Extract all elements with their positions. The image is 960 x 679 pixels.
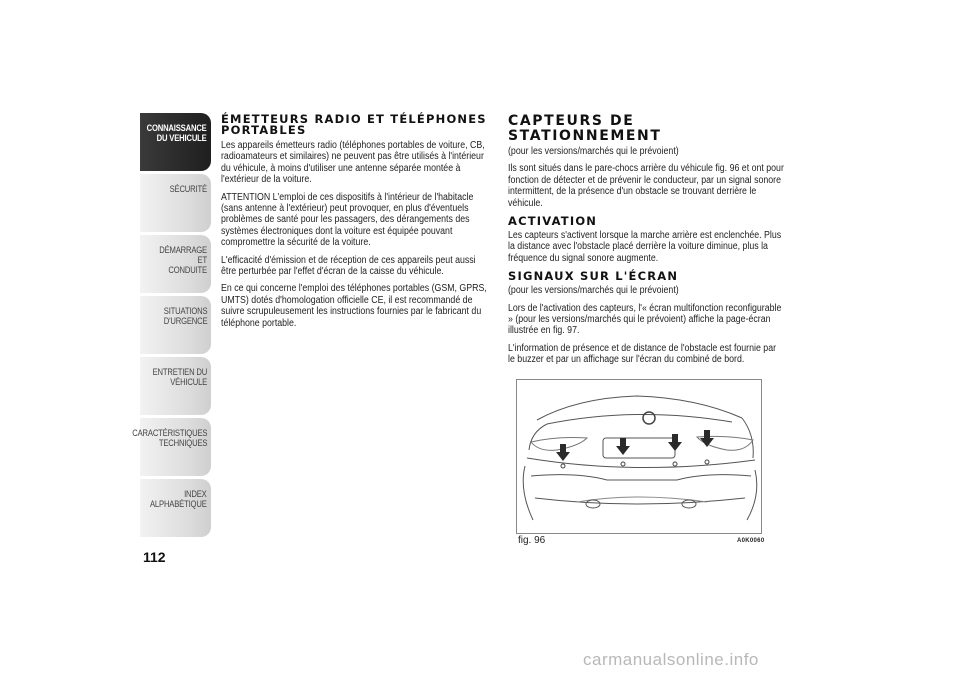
subtitle: (pour les versions/marchés qui le prévoient) [508,285,679,297]
paragraph: En ce qui concerne l'emploi des téléphones portables (GSM, GPRS, UMTS) dotés d'homologation officielle CE, il est recommandé de suivre scrupuleusement les instructions fournies par le fabricant du téléphone portable. [221,283,487,329]
paragraph: Ils sont situés dans le pare-chocs arrière du véhicule fig. 96 et ont pour fonction de détecter et de prévenir le conducteur, par un signal sonore intermittent, de la présence d'un obstacle se trouvant derrière le véhicule. [508,163,784,209]
paragraph: Les appareils émetteurs radio (téléphones portables de voiture, CB, radioamateurs et similaires) ne peuvent pas être utilisés à l'intérieur du véhicule, à moins d'utiliser une antenne séparée montée à l'extérieur de la voiture. [221,140,485,186]
paragraph: Les capteurs s'activent lorsque la marche arrière est enclenchée. Plus la distance avec l'obstacle placé derrière la voiture diminue, plus la fréquence du signal sonore augmente. [508,230,782,264]
subsection-title-activation: ACTIVATION [508,214,598,229]
chapter-sidebar [131,113,211,540]
paragraph: Lors de l'activation des capteurs, l'« écran multifonction reconfigurable » (pour les versions/marchés qui le prévoient) affiche la page-écran illustrée en fig. 97. [508,302,782,337]
paragraph: ATTENTION L'emploi de ces dispositifs à l'intérieur de l'habitacle (sans antenne à l'extérieur) peut provoquer, en plus d'éventuels problèmes de santé pour les passagers, des dérangements des systèmes électroniques dont la voiture est équipée pouvant compromettre la sécurité de la voiture. [221,191,474,249]
watermark: carmanualsonline.info [583,650,759,669]
figure-caption: fig. 96 [518,535,546,546]
right-column [508,114,784,372]
tab-demarrage-conduite[interactable]: DÉMARRAGE ET CONDUITE [140,235,211,293]
subsection-title-signaux: SIGNAUX SUR L'ÉCRAN [508,269,679,284]
section-title-emetteurs: ÉMETTEURS RADIO ET TÉLÉPHONES PORTABLES [221,112,487,137]
left-column [221,114,491,335]
tab-index-alphabetique[interactable]: INDEX ALPHABÉTIQUE [140,479,211,537]
paragraph: L'efficacité d'émission et de réception de ces appareils peut aussi être perturbée par l'effet d'écran de la caisse du véhicule. [221,254,476,278]
paragraph: L'information de présence et de distance de l'obstacle est fournie par le buzzer et par un affichage sur l'écran du combiné de bord. [508,342,777,366]
figure-rear-bumper-sensors [516,379,762,534]
page-number: 112 [143,549,166,565]
tab-entretien-vehicule[interactable]: ENTRETIEN DU VÉHICULE [140,357,211,415]
tab-caracteristiques-techniques[interactable]: CARACTÉRISTIQUES TECHNIQUES [140,418,211,476]
car-rear-illustration [517,380,761,533]
brand-badge [643,412,655,424]
sensor-arrow-icons [556,430,714,461]
section-title-capteurs: CAPTEURS DE STATIONNEMENT [508,113,662,144]
subtitle: (pour les versions/marchés qui le prévoient) [508,146,679,157]
tab-securite[interactable]: SÉCURITÉ [140,174,211,232]
tab-connaissance-vehicule[interactable]: CONNAISSANCE DU VEHICULE [140,113,211,171]
figure-code: A0K0060 [737,538,765,544]
tab-situations-urgence[interactable]: SITUATIONS D'URGENCE [140,296,211,354]
